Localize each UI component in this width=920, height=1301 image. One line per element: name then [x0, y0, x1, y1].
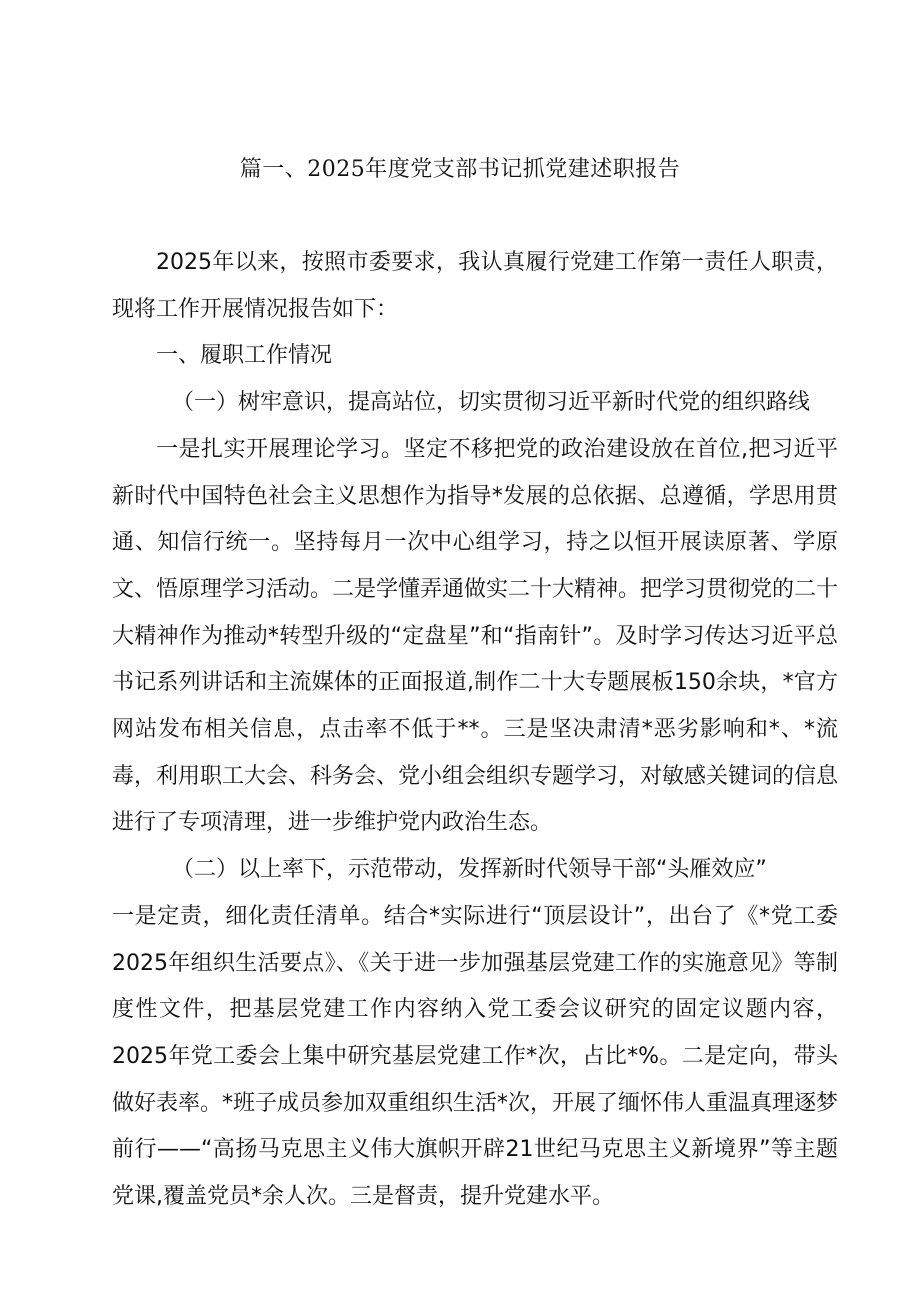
body-paragraph-1: 一是扎实开展理论学习。坚定不移把党的政治建设放在首位,把习近平新时代中国特色社会主义思想作为指导*发展的总依据、总遵循，学思用贯通、知信行统一。坚持每月一次中心组学习，持之以恒开展读原著、学原文、悟原理学习活动。二是学懂弄通做实二十大精神。把学习贯彻党的二十大精神作为推动*转型升级的“定盘星”和“指南针”。及时学习传达习近平总书记系列讲话和主流媒体的正面报道,制作二十大专题展板150余块，*官方网站发布相关信息，点击率不低于**。三是坚决肃清*恶劣影响和*、*流毒，利用职工大会、科务会、党小组会组织专题学习，对敏感关键词的信息进行了专项清理，进一步维护党内政治生态。: [112, 436, 839, 836]
body-paragraph-2: 一是定责，细化责任清单。结合*实际进行“顶层设计”，出台了《*党工委2025年组织生活要点》、《关于进一步加强基层党建工作的实施意见》等制度性文件，把基层党建工作内容纳入党工委会议研究的固定议题内容，2025年党工委会上集中研究基层党建工作*次，占比*%。二是定向，带头做好表率。*班子成员参加双重组织生活*次，开展了缅怀伟人重温真理逐梦前行——“高扬马克思主义伟大旗帜开辟21世纪马克思主义新境界”等主题党课,覆盖党员*余人次。三是督责，提升党建水平。: [112, 903, 839, 1210]
subsection-heading-1: （一）树牢意识，提高站位，切实贯彻习近平新时代党的组织路线: [172, 390, 811, 416]
document-title: 篇一、2025年度党支部书记抓党建述职报告: [239, 157, 681, 182]
intro-paragraph: 2025年以来，按照市委要求，我认真履行党建工作第一责任人职责，现将工作开展情况报告如下：: [112, 250, 838, 322]
subsection-heading-2: （二）以上率下，示范带动，发挥新时代领导干部“头雁效应”: [172, 857, 767, 883]
section-heading: 一、履职工作情况: [156, 343, 333, 369]
document-body: [112, 240, 838, 1221]
